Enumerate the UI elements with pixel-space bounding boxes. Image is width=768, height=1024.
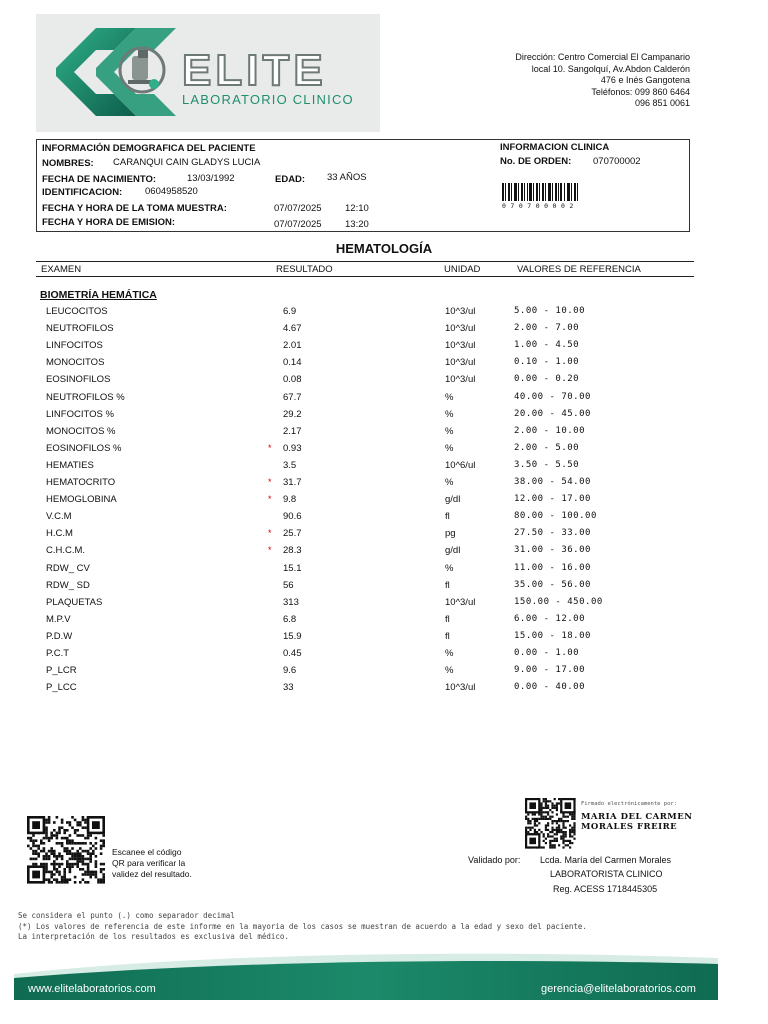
footer-email-link[interactable]: gerencia@elitelaboratorios.com bbox=[541, 983, 696, 995]
emission-label: FECHA Y HORA DE EMISION: bbox=[42, 217, 176, 228]
result-value: 15.9 bbox=[283, 630, 302, 642]
exam-name: HEMATOCRITO bbox=[46, 477, 116, 488]
table-row bbox=[0, 648, 768, 665]
reference-range: 2.00 - 7.00 bbox=[514, 323, 580, 334]
unit-value: fl bbox=[445, 630, 450, 642]
unit-value: % bbox=[445, 665, 454, 677]
lab-address bbox=[430, 52, 690, 110]
dob-label: FECHA DE NACIMIENTO: bbox=[42, 174, 156, 185]
table-row bbox=[0, 511, 768, 528]
exam-name: RDW_ SD bbox=[46, 579, 90, 591]
unit-value: fl bbox=[445, 613, 450, 625]
table-row bbox=[0, 631, 768, 648]
note-line: Se considera el punto (.) como separador decimal bbox=[18, 911, 235, 920]
age-value: 33 AÑOS bbox=[327, 172, 367, 183]
order-label: No. DE ORDEN: bbox=[500, 156, 572, 167]
exam-name: LEUCOCITOS bbox=[46, 306, 108, 317]
address-line: 096 851 0061 bbox=[634, 98, 690, 109]
table-row bbox=[0, 340, 768, 357]
unit-value: 10^3/ul bbox=[445, 357, 476, 369]
result-value: 2.01 bbox=[283, 340, 302, 352]
validator-registration: Reg. ACESS 1718445305 bbox=[553, 884, 658, 894]
table-row bbox=[0, 357, 768, 374]
result-value: 0.45 bbox=[283, 648, 302, 659]
table-row bbox=[0, 409, 768, 426]
out-of-range-flag: * bbox=[268, 442, 272, 453]
reference-range: 3.50 - 5.50 bbox=[514, 459, 580, 470]
exam-name: MONOCITOS bbox=[46, 357, 105, 369]
result-value: 4.67 bbox=[283, 323, 302, 335]
reference-range: 5.00 - 10.00 bbox=[514, 306, 586, 316]
unit-value: pg bbox=[445, 528, 456, 540]
exam-name: C.H.C.M. bbox=[46, 545, 86, 557]
signer-name-line1: MARIA DEL CARMEN bbox=[581, 812, 693, 822]
out-of-range-flag: * bbox=[268, 494, 272, 505]
table-row bbox=[0, 392, 768, 409]
validator-name: Lcda. María del Carmen Morales bbox=[540, 855, 672, 865]
result-value: 29.2 bbox=[283, 408, 302, 420]
reference-range: 0.10 - 1.00 bbox=[514, 357, 580, 368]
sample-time: 12:10 bbox=[345, 203, 369, 214]
exam-name: P.C.T bbox=[46, 648, 70, 659]
note-line: La interpretación de los resultados es exclusiva del médico. bbox=[18, 932, 289, 941]
result-value: 2.17 bbox=[283, 425, 302, 437]
unit-value: % bbox=[445, 477, 454, 488]
table-row bbox=[0, 614, 768, 631]
table-row bbox=[0, 528, 768, 545]
exam-name: V.C.M bbox=[46, 511, 72, 523]
unit-value: % bbox=[445, 391, 454, 403]
col-ref-header: VALORES DE REFERENCIA bbox=[517, 264, 641, 275]
address-line: 476 e Inés Gangotena bbox=[600, 75, 690, 86]
qr-code-icon bbox=[525, 798, 577, 850]
unit-value: g/dl bbox=[445, 545, 461, 557]
patient-section-title: INFORMACIÓN DEMOGRAFICA DEL PACIENTE bbox=[42, 143, 256, 154]
exam-name: MONOCITOS % bbox=[46, 425, 116, 437]
reference-range: 31.00 - 36.00 bbox=[514, 545, 591, 556]
reference-range: 9.00 - 17.00 bbox=[514, 665, 586, 676]
header-top-line bbox=[36, 261, 694, 262]
reference-range: 40.00 - 70.00 bbox=[514, 391, 591, 402]
names-label: NOMBRES: bbox=[42, 158, 94, 169]
col-unit-header: UNIDAD bbox=[444, 264, 481, 275]
signed-caption: Firmado electrónicamente por: bbox=[581, 801, 678, 807]
qr-note-line: QR para verificar la bbox=[112, 858, 186, 868]
note-line: (*) Los valores de referencia de este informe en la mayoria de los casos se muestran de acuerdo a la edad y sexo del paciente. bbox=[18, 921, 587, 931]
unit-value: 10^3/ul bbox=[445, 323, 476, 335]
result-value: 0.14 bbox=[283, 357, 302, 369]
qr-code-icon bbox=[27, 816, 105, 884]
table-row bbox=[0, 306, 768, 323]
result-value: 313 bbox=[283, 596, 299, 608]
logo-subtitle: LABORATORIO CLINICO bbox=[182, 92, 354, 107]
result-value: 90.6 bbox=[283, 511, 302, 523]
footer-website-link[interactable]: www.elitelaboratorios.com bbox=[28, 983, 156, 995]
table-row bbox=[0, 460, 768, 477]
unit-value: fl bbox=[445, 579, 450, 591]
exam-name: NEUTROFILOS bbox=[46, 323, 114, 335]
reference-range: 11.00 - 16.00 bbox=[514, 562, 591, 573]
col-result-header: RESULTADO bbox=[276, 264, 333, 275]
result-value: 28.3 bbox=[283, 545, 302, 557]
signature-qr bbox=[525, 798, 577, 850]
table-row bbox=[0, 580, 768, 597]
out-of-range-flag: * bbox=[268, 545, 272, 556]
table-row bbox=[0, 323, 768, 340]
sample-date: 07/07/2025 bbox=[274, 203, 322, 214]
verification-qr bbox=[27, 816, 105, 884]
exam-name: HEMATIES bbox=[46, 459, 94, 471]
result-value: 33 bbox=[283, 682, 294, 694]
table-row bbox=[0, 665, 768, 682]
qr-note-line: validez del resultado. bbox=[112, 869, 192, 879]
out-of-range-flag: * bbox=[268, 528, 272, 539]
unit-value: % bbox=[445, 648, 454, 659]
unit-value: 10^6/ul bbox=[445, 459, 476, 471]
result-value: 3.5 bbox=[283, 459, 297, 471]
table-row bbox=[0, 374, 768, 391]
exam-name: EOSINOFILOS bbox=[46, 374, 111, 386]
report-notes bbox=[18, 911, 587, 943]
exam-name: LINFOCITOS % bbox=[46, 408, 114, 420]
address-line: local 10. Sangolquí, Av.Abdon Calderón bbox=[531, 63, 690, 74]
result-value: 56 bbox=[283, 579, 294, 591]
barcode-icon bbox=[502, 183, 580, 201]
unit-value: 10^3/ul bbox=[445, 340, 476, 352]
reference-range: 2.00 - 5.00 bbox=[514, 442, 580, 453]
validated-label: Validado por: bbox=[468, 855, 521, 865]
order-value: 070700002 bbox=[593, 156, 641, 167]
dob-value: 13/03/1992 bbox=[187, 173, 235, 184]
exam-name: P_LCR bbox=[46, 665, 77, 677]
result-value: 9.6 bbox=[283, 665, 297, 677]
reference-range: 150.00 - 450.00 bbox=[514, 596, 603, 607]
reference-range: 80.00 - 100.00 bbox=[514, 511, 597, 522]
report-title: HEMATOLOGÍA bbox=[335, 241, 433, 256]
id-label: IDENTIFICACION: bbox=[42, 187, 123, 198]
order-barcode bbox=[502, 183, 580, 201]
exam-name: P_LCC bbox=[46, 682, 77, 694]
unit-value: % bbox=[445, 425, 454, 437]
table-row bbox=[0, 494, 768, 511]
exam-name: PLAQUETAS bbox=[46, 596, 103, 608]
result-value: 9.8 bbox=[283, 494, 297, 506]
reference-range: 38.00 - 54.00 bbox=[514, 477, 591, 487]
age-label: EDAD: bbox=[275, 174, 306, 185]
emission-time: 13:20 bbox=[345, 219, 369, 230]
emission-date: 07/07/2025 bbox=[274, 219, 322, 230]
barcode-text: 0 7 0 7 0 0 0 0 2 bbox=[502, 202, 574, 210]
out-of-range-flag: * bbox=[268, 477, 272, 487]
unit-value: % bbox=[445, 562, 454, 574]
reference-range: 2.00 - 10.00 bbox=[514, 425, 586, 436]
table-row bbox=[0, 682, 768, 699]
result-value: 25.7 bbox=[283, 528, 302, 540]
exam-name: H.C.M bbox=[46, 528, 73, 540]
logo-name: ELITE bbox=[182, 46, 327, 95]
names-value: CARANQUI CAIN GLADYS LUCIA bbox=[113, 157, 261, 168]
result-value: 6.8 bbox=[283, 613, 297, 625]
table-row bbox=[0, 443, 768, 460]
result-value: 15.1 bbox=[283, 562, 302, 574]
table-row bbox=[0, 477, 768, 494]
result-value: 0.08 bbox=[283, 374, 302, 386]
sample-label: FECHA Y HORA DE LA TOMA MUESTRA: bbox=[42, 203, 227, 214]
exam-name: LINFOCITOS bbox=[46, 340, 103, 352]
clinical-title: INFORMACION CLINICA bbox=[500, 142, 610, 153]
col-exam-header: EXAMEN bbox=[41, 264, 82, 275]
exam-name: HEMOGLOBINA bbox=[46, 494, 117, 506]
reference-range: 0.00 - 0.20 bbox=[514, 374, 580, 385]
result-value: 6.9 bbox=[283, 306, 297, 317]
unit-value: 10^3/ul bbox=[445, 306, 476, 317]
unit-value: g/dl bbox=[445, 494, 461, 506]
section-title: BIOMETRÍA HEMÁTICA bbox=[40, 289, 157, 301]
table-row bbox=[0, 426, 768, 443]
lab-logo bbox=[36, 14, 380, 132]
qr-note bbox=[112, 847, 192, 880]
table-row bbox=[0, 597, 768, 614]
exam-name: P.D.W bbox=[46, 630, 73, 642]
exam-name: RDW_ CV bbox=[46, 562, 90, 574]
table-row bbox=[0, 563, 768, 580]
unit-value: fl bbox=[445, 511, 450, 523]
address-line: Dirección: Centro Comercial El Campanario bbox=[515, 52, 690, 62]
unit-value: 10^3/ul bbox=[445, 374, 476, 386]
table-row bbox=[0, 545, 768, 562]
patient-info-box bbox=[36, 139, 690, 232]
reference-range: 1.00 - 4.50 bbox=[514, 340, 580, 351]
result-value: 31.7 bbox=[283, 477, 302, 488]
signer-name-line2: MORALES FREIRE bbox=[581, 822, 678, 832]
unit-value: 10^3/ul bbox=[445, 682, 476, 694]
reference-range: 35.00 - 56.00 bbox=[514, 579, 591, 590]
reference-range: 12.00 - 17.00 bbox=[514, 494, 591, 505]
id-value: 0604958520 bbox=[145, 186, 198, 197]
results-table bbox=[0, 306, 768, 706]
unit-value: 10^3/ul bbox=[445, 596, 476, 608]
address-line: Teléfonos: 099 860 6464 bbox=[591, 86, 690, 97]
qr-note-line: Escanee el código bbox=[112, 847, 182, 857]
exam-name: EOSINOFILOS % bbox=[46, 442, 122, 454]
result-value: 67.7 bbox=[283, 391, 302, 403]
header-bottom-line bbox=[36, 276, 694, 277]
reference-range: 15.00 - 18.00 bbox=[514, 630, 591, 641]
validator-role: LABORATORISTA CLINICO bbox=[550, 869, 663, 879]
result-value: 0.93 bbox=[283, 442, 302, 454]
reference-range: 20.00 - 45.00 bbox=[514, 408, 591, 419]
reference-range: 0.00 - 40.00 bbox=[514, 682, 586, 693]
exam-name: M.P.V bbox=[46, 613, 71, 625]
unit-value: % bbox=[445, 442, 454, 454]
exam-name: NEUTROFILOS % bbox=[46, 391, 125, 403]
reference-range: 6.00 - 12.00 bbox=[514, 613, 586, 624]
reference-range: 27.50 - 33.00 bbox=[514, 528, 591, 539]
reference-range: 0.00 - 1.00 bbox=[514, 648, 580, 658]
unit-value: % bbox=[445, 408, 454, 420]
